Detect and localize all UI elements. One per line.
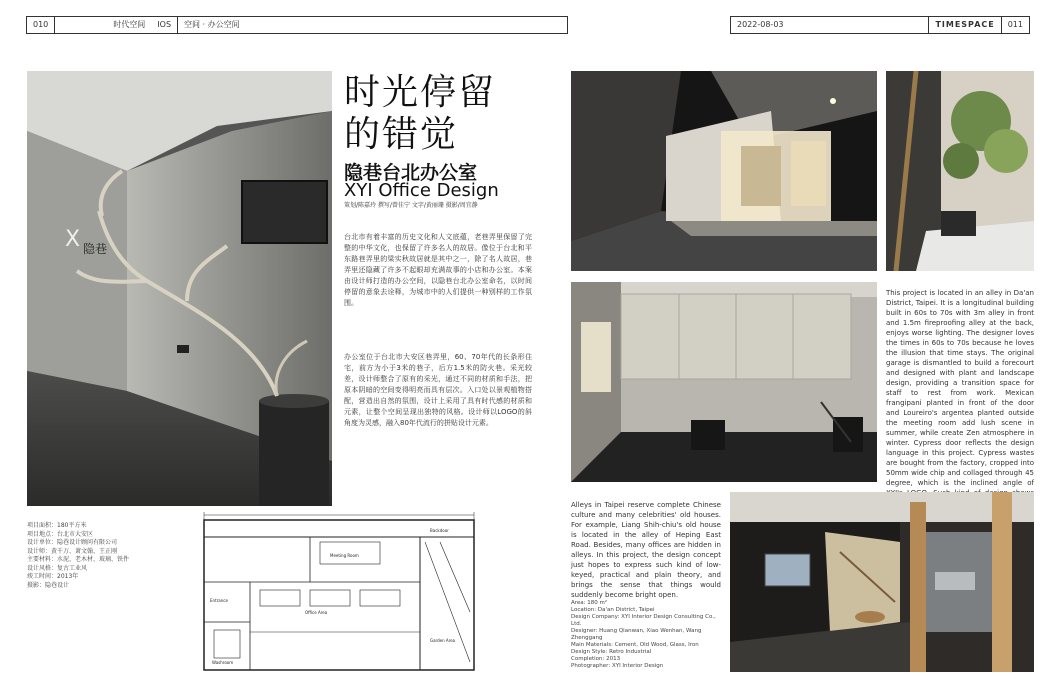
info-en-line: Photographer: XYI Interior Design: [571, 663, 664, 669]
info-line: 设计风格：复古工业风: [27, 564, 88, 572]
info-line: 设计师：黄千万、萧文翰、王正刚: [27, 547, 118, 555]
project-info-cn: [27, 522, 187, 590]
info-line: 项目地点：台北市大安区: [27, 530, 94, 538]
subtitle-cn: 隐巷台北办公室: [344, 162, 478, 184]
plan-label: Meeting Room: [330, 553, 359, 558]
body-text-cn-1: 台北市有着丰富的历史文化和人文底蕴，老巷弄里保留了完整的中华文化，也保留了许多名人的故居。像位于台北和平东路巷弄里的梁实秋故居就是其中之一，除了名人故居，巷弄里还隐藏了许多不起眼却充满故事的小店和办公室。本案由设计师打造的办公空间，以隐巷台北办公室命名，以时间停留的意象去诠释，为城市中的人们提供一种别样的工作氛围。: [344, 233, 532, 307]
page-number-left: 010: [27, 17, 55, 33]
credits: 策划/陈嘉玲 撰写/曾佳宁 文字/黄丽珊 摄影/周宜静: [344, 202, 478, 209]
issue-date: 2022-08-03: [737, 20, 784, 29]
body-text-en-2: Alleys in Taipei reserve complete Chinese culture and many celebrities' old houses. For example, Liang Shih-chiu's old house is located in the alley of Heping East Road. Besides, many offices are hidden in alleys. In this project, the design concept just hopes to express such kind of low-keyed, practical and plain theory, and brings the sense that things would suddenly become bright open.: [571, 501, 721, 599]
body-text-en-1: This project is located in an alley in Da'an District, Taipei. It is a longitudinal building built in 60s to 70s with 3m alley in front and 1.5m fireproofing alley at the back, enjoys worse lighting. The designer loves the times in 60s to 70s because he loves the illusion that time stays. The original garage is dismantled to build a forecourt and designed with plant and landscape design, providing a transition space for staff to rest from work. Mexican frangipani planted in front of the door and Loureiro's argentea planted outside the meeting room add lush scene in summer, while create Zen atmosphere in winter. Cypress door reflects the design language in this project. Cypress wastes are bought from the factory, cropped into 50mm wide chip and collaged through 45 degree, which is the inclined angle of: [886, 289, 1034, 487]
article-title: [344, 72, 496, 156]
section-label: 时代空间: [113, 20, 146, 29]
info-en-line: Area: 180 m²: [571, 600, 608, 606]
office-interior-photo: [730, 492, 1034, 672]
title-line-2: 的错觉: [344, 114, 459, 155]
info-line: 摄影：隐巷设计: [27, 581, 70, 589]
brand-label: TIMESPACE: [928, 17, 1001, 33]
info-en-line: Location: Da'an District, Taipei: [571, 607, 655, 613]
plan-label: Washroom: [212, 660, 234, 665]
interior-wall-photo: [571, 282, 877, 482]
street-photo: [571, 71, 877, 271]
project-info-en: [571, 600, 721, 670]
info-en-line: Completion: 2013: [571, 656, 621, 662]
info-en-line: Main Materials: Cement, Old Wood, Glass, Iron: [571, 642, 699, 648]
info-line: 竣工时间：2013年: [27, 573, 79, 580]
plan-label: Office Area: [305, 610, 328, 615]
title-line-1: 时光停留: [344, 72, 497, 113]
info-en-line: Designer: Huang Qianwan, Xiao Wenhan, Wang Zhenggang: [571, 628, 702, 641]
plan-label: Backdoor: [430, 528, 449, 533]
subtitle-en: XYI Office Design: [344, 180, 499, 201]
plan-label: Entrance: [210, 598, 228, 603]
info-en-line: Design Company: XYI Interior Design Consulting Co., Ltd.: [571, 614, 716, 627]
logo-x: X: [65, 227, 81, 252]
info-en-line: Design Style: Retro Industrial: [571, 649, 652, 655]
header-right: [730, 16, 1030, 34]
header-left: [26, 16, 568, 34]
plant-photo: [886, 71, 1034, 271]
plan-label: Garden Area: [430, 638, 456, 643]
hero-photo: [27, 71, 332, 506]
logo-text: 隐巷: [83, 242, 108, 256]
info-line: 主要材料：水泥、老木材、玻璃、铁件: [27, 556, 130, 563]
info-line: 设计单位：隐巷设计顾问有限公司: [27, 539, 118, 546]
info-line: 项目面积：180平方米: [27, 522, 87, 529]
category-label: 空间 · 办公空间: [184, 20, 240, 29]
section-code: IOS: [151, 17, 178, 33]
floor-plan: [190, 512, 482, 680]
page-number-right: 011: [1007, 20, 1023, 29]
body-text-cn-2: 办公室位于台北市大安区巷弄里，60、70年代的长条形住宅，前方为小于3米的巷子，后方1.5米的防火巷。采光较差，设计师整合了原有的采光，通过不同的材质和手法，把原本阴暗的空间变得明亮而具有层次。入口处以景观植物搭配，营造出自然的氛围，设计上采用了具有时代感的材质和元素，让整个空间呈现出独特的风格。设计师以LOGO的斜角度为灵感，融入80年代流行的拼贴设计元素。: [344, 353, 532, 427]
